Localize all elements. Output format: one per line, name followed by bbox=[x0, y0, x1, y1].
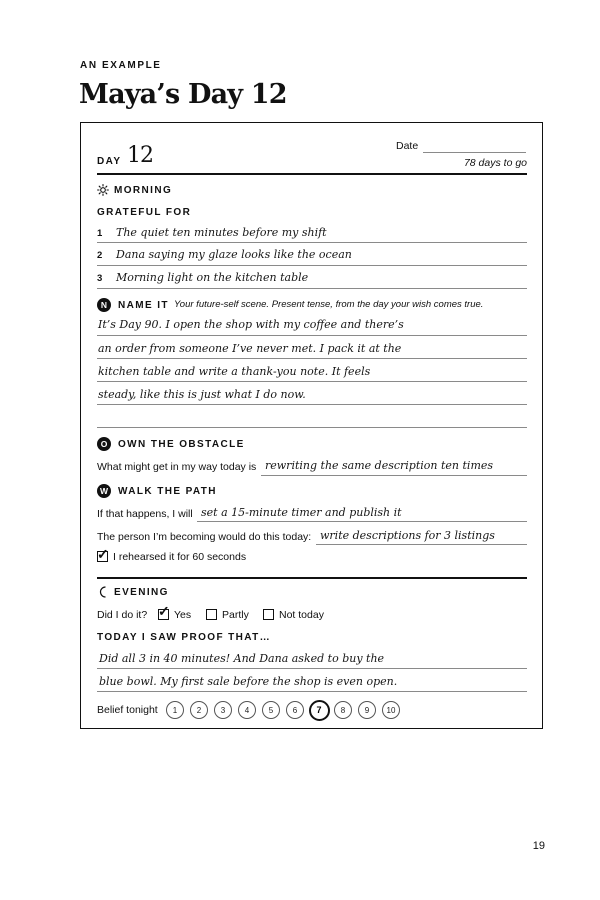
belief-option-8[interactable]: 8 bbox=[334, 701, 352, 719]
path-heading: WALK THE PATH bbox=[118, 486, 217, 497]
grateful-entry[interactable]: Morning light on the kitchen table bbox=[116, 271, 309, 284]
writing-line bbox=[97, 404, 527, 405]
yes-label: Yes bbox=[174, 609, 192, 621]
belief-option-4[interactable]: 4 bbox=[238, 701, 256, 719]
writing-line bbox=[97, 668, 527, 669]
writing-line bbox=[97, 691, 527, 692]
belief-option-6[interactable]: 6 bbox=[286, 701, 304, 719]
grateful-line bbox=[97, 288, 527, 289]
belief-option-5[interactable]: 5 bbox=[262, 701, 280, 719]
grateful-number: 2 bbox=[97, 250, 103, 261]
journal-card bbox=[80, 122, 543, 729]
grateful-heading: GRATEFUL FOR bbox=[97, 207, 192, 218]
obstacle-prompt: What might get in my way today is bbox=[97, 461, 257, 473]
writing-line bbox=[97, 358, 527, 359]
belief-option-3[interactable]: 3 bbox=[214, 701, 232, 719]
name-it-hint: Your future-self scene. Present tense, from the day your wish comes true. bbox=[174, 299, 484, 310]
obstacle-heading: OWN THE OBSTACLE bbox=[118, 439, 245, 450]
name-it-badge: N bbox=[97, 298, 111, 312]
grateful-entry[interactable]: Dana saying my glaze looks like the ocean bbox=[116, 248, 352, 261]
answer-line bbox=[261, 475, 527, 476]
not-today-checkbox[interactable] bbox=[263, 609, 274, 620]
proof-line[interactable]: Did all 3 in 40 minutes! And Dana asked to buy the bbox=[99, 652, 385, 665]
belief-label: Belief tonight bbox=[97, 704, 158, 716]
grateful-entry[interactable]: The quiet ten minutes before my shift bbox=[116, 226, 327, 239]
date-label: Date bbox=[396, 140, 419, 152]
partly-label: Partly bbox=[222, 609, 249, 621]
name-it-heading: NAME IT bbox=[118, 300, 169, 311]
name-it-line[interactable]: kitchen table and write a thank-you note. It feels bbox=[98, 365, 371, 378]
becoming-answer[interactable]: write descriptions for 3 listings bbox=[320, 529, 495, 542]
sun-icon bbox=[97, 184, 109, 196]
not-today-label: Not today bbox=[279, 609, 324, 621]
day-number: 12 bbox=[127, 143, 153, 168]
if-prompt: If that happens, I will bbox=[97, 508, 193, 520]
did-prompt: Did I do it? bbox=[97, 609, 148, 621]
writing-line bbox=[97, 335, 527, 336]
writing-line[interactable] bbox=[97, 427, 527, 428]
belief-option-7[interactable]: 7 bbox=[309, 700, 330, 721]
answer-line bbox=[316, 544, 527, 545]
proof-line[interactable]: blue bowl. My first sale before the shop is even open. bbox=[99, 675, 398, 688]
rehearsed-label: I rehearsed it for 60 seconds bbox=[113, 551, 247, 563]
obstacle-answer[interactable]: rewriting the same description ten times bbox=[265, 459, 494, 472]
answer-line bbox=[197, 521, 527, 522]
belief-option-10[interactable]: 10 bbox=[382, 701, 400, 719]
date-field[interactable] bbox=[423, 152, 526, 153]
page-title: Maya’s Day 12 bbox=[79, 79, 287, 110]
moon-icon bbox=[98, 586, 109, 598]
if-answer[interactable]: set a 15-minute timer and publish it bbox=[201, 506, 402, 519]
check-icon: ✓ bbox=[158, 603, 170, 619]
proof-heading: TODAY I SAW PROOF THAT… bbox=[97, 632, 272, 643]
grateful-line bbox=[97, 242, 527, 243]
belief-option-1[interactable]: 1 bbox=[166, 701, 184, 719]
name-it-line[interactable]: It’s Day 90. I open the shop with my coffee and there’s bbox=[98, 318, 404, 331]
name-it-line[interactable]: steady, like this is just what I do now. bbox=[98, 388, 306, 401]
header-divider bbox=[97, 173, 527, 175]
path-badge: W bbox=[97, 484, 111, 498]
days-to-go: 78 days to go bbox=[463, 157, 527, 169]
becoming-prompt: The person I’m becoming would do this today: bbox=[97, 531, 312, 543]
morning-heading: MORNING bbox=[114, 185, 173, 196]
evening-heading: EVENING bbox=[114, 587, 169, 598]
check-icon: ✓ bbox=[97, 546, 109, 562]
evening-divider bbox=[97, 577, 527, 579]
page-number: 19 bbox=[532, 840, 545, 852]
grateful-number: 3 bbox=[97, 273, 103, 284]
grateful-line bbox=[97, 265, 527, 266]
eyebrow-label: AN EXAMPLE bbox=[80, 60, 162, 71]
day-label: DAY bbox=[97, 156, 122, 167]
obstacle-badge: O bbox=[97, 437, 111, 451]
grateful-number: 1 bbox=[97, 228, 103, 239]
writing-line bbox=[97, 381, 527, 382]
name-it-line[interactable]: an order from someone I’ve never met. I pack it at the bbox=[98, 342, 402, 355]
belief-option-9[interactable]: 9 bbox=[358, 701, 376, 719]
belief-option-2[interactable]: 2 bbox=[190, 701, 208, 719]
partly-checkbox[interactable] bbox=[206, 609, 217, 620]
